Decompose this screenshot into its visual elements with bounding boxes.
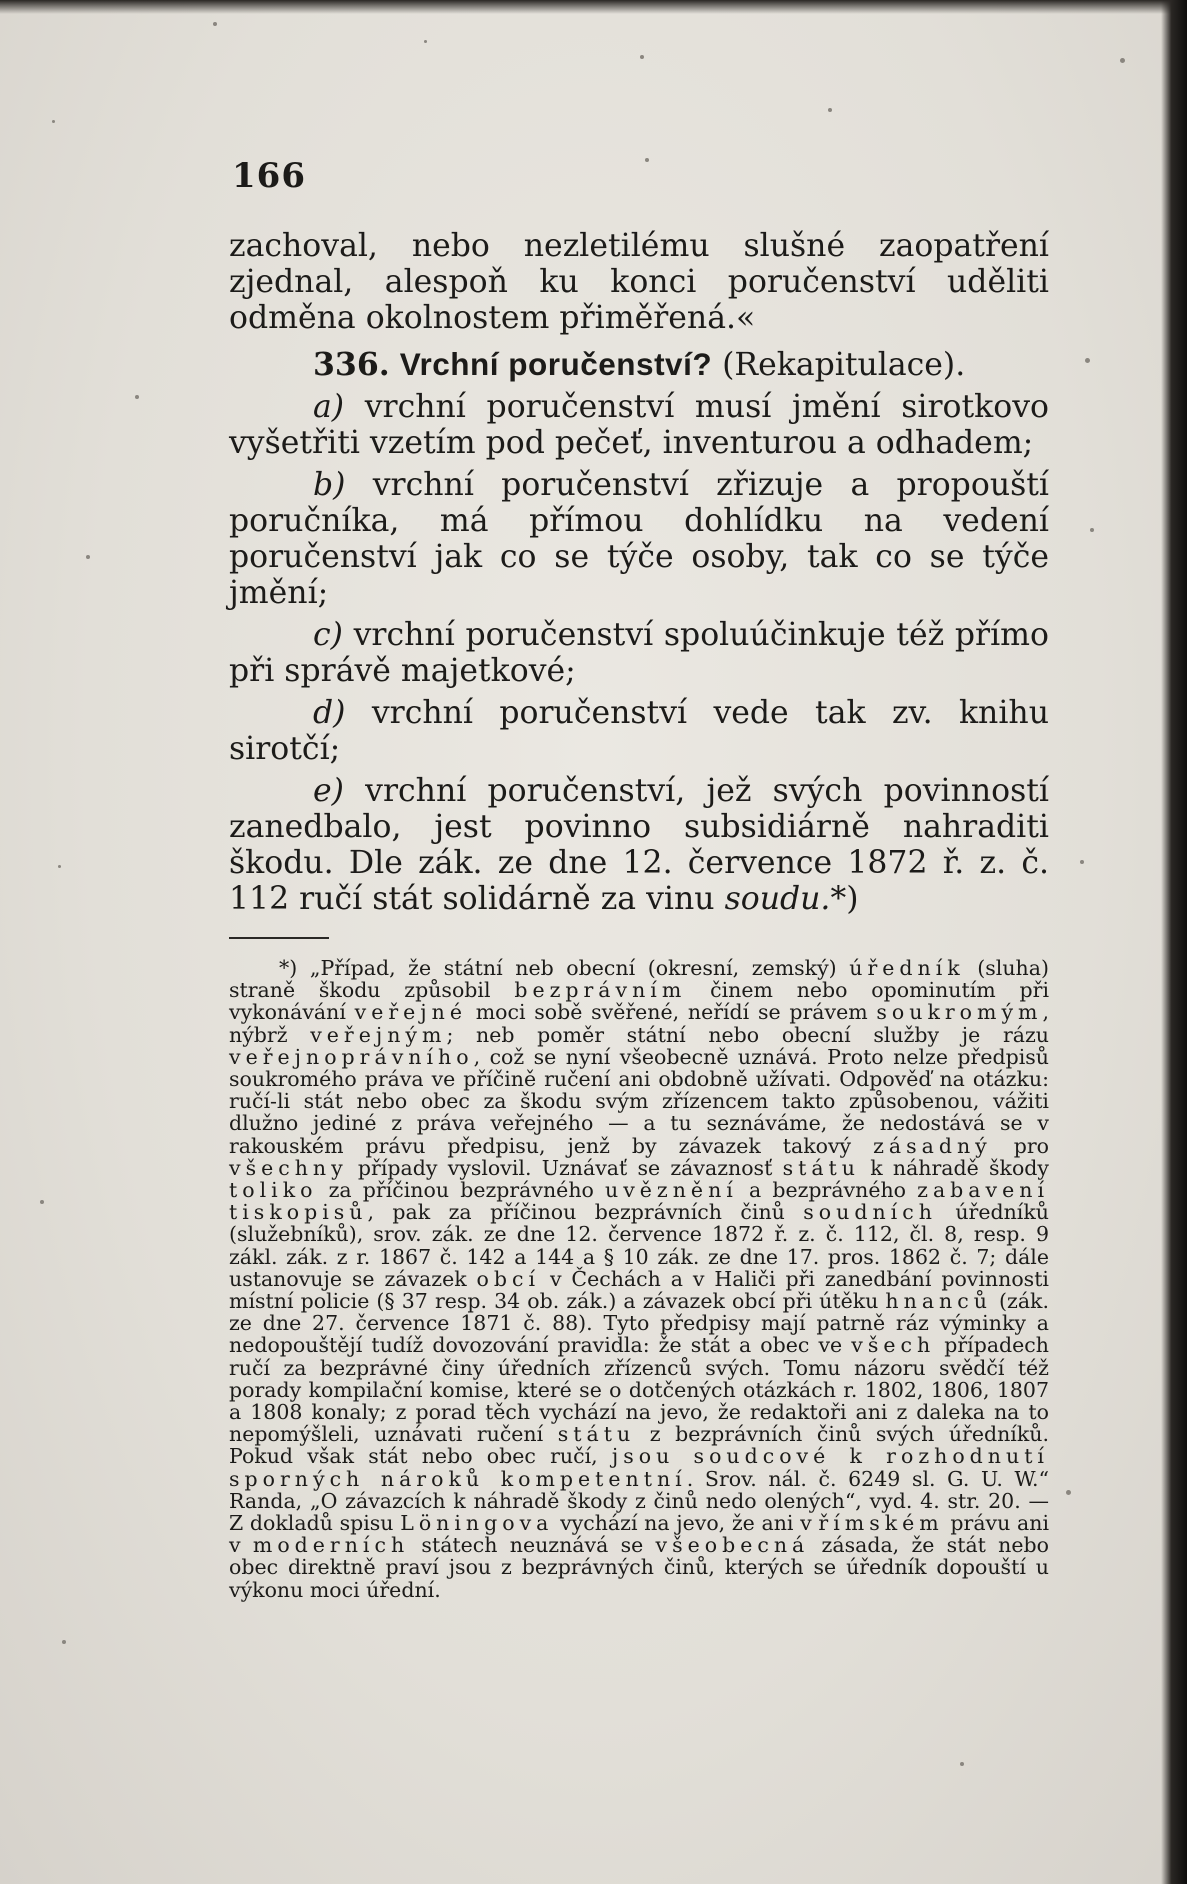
footnote-spaced-emphasis: všechny [229,1155,348,1180]
footnote-spaced-emphasis: soudních [803,1200,937,1225]
footnote-text: „Případ, že státní neb obecní (okresní, zemský) [309,956,850,980]
scan-speck [52,120,55,123]
footnote-spaced-emphasis: veřejnoprávního [229,1044,474,1069]
footnote-spaced-emphasis: zásadný [873,1133,992,1158]
footnote-text: , pak za příčinou bezprávních činů [367,1200,804,1225]
scan-speck [86,555,90,559]
scan-speck [62,1640,66,1644]
scan-speck [640,55,644,59]
footnote-text: případech ručí za bezprávné činy úředních zřízenců svých. Tomu názoru svědčí též porady kompilační komise, které se o dotčených otázkách r. 1802, 1806, 1807 a 1808 konaly; z porad těch vychází na jevo, že redaktoři ani z daleka na to nepomýšleli, uznávati ručení [229,1333,1049,1447]
footnote-spaced-emphasis: římském [818,1511,944,1536]
footnote-spaced-emphasis: jsou soudcové k rozhodnutí sporných nároků kompetentní [229,1444,1049,1491]
footnote-spaced-emphasis: moderních [252,1533,410,1558]
section-title: Vrchní poručenství? [399,346,713,382]
scan-speck [1085,358,1090,363]
item-text: vrchní poručenství zřizuje a propouští poručníka, má přímou dohlídku na vedení poručenství jak co se týče osoby, tak co se týče jmění; [229,467,1049,611]
footnote-spaced-emphasis: úředník [849,956,965,980]
footnote-text: z bezprávních činů svých úředníků. Pokud však stát nebo obec ručí, [229,1422,1050,1469]
footnote-reference: *) [830,881,859,917]
footnote-divider [229,937,329,939]
scan-right-edge [1161,0,1187,1884]
footnote-spaced-emphasis: soukromým [876,1000,1043,1025]
footnote-body [229,956,1049,1602]
scan-speck [1066,1490,1071,1495]
footnote-spaced-emphasis: Löningova [400,1511,554,1536]
footnote-spaced-emphasis: státu [782,1155,860,1180]
item-text: vrchní poručenství musí jmění sirotkovo vyšetřiti vzetím pod pečeť, inventurou a odhadem; [229,389,1049,461]
footnote-mark: *) [279,956,298,980]
scan-speck [58,865,61,868]
scan-top-shadow [0,0,1187,14]
item-text: vrchní poručenství, jež svých povinností zanedbalo, jest povinno subsidiárně nahraditi škodu. Dle zák. ze dne 12. července 1872 ř. z. č. 112 ručí stát solidárně za vinu [229,773,1050,917]
item-paragraph [229,695,1049,767]
scan-speck [1080,860,1084,864]
footnote-spaced-emphasis: všeobecná [655,1533,810,1558]
item-paragraph [229,389,1049,461]
scan-speck [424,40,427,43]
footnote-text: . Srov. nál. č. 6249 sl. G. U. W.“ Randa, „O závazcích k náhradě škody z činů nedo olených“, vyd. 4. str. 20. — Z dokladů spisu [229,1466,1049,1536]
footnote-text: státech neuznává se [409,1533,656,1558]
footnote-spaced-emphasis: zabavení tiskopisů [229,1178,1049,1225]
footnote-text: , což se nyní všeobecně uznává. Proto nelze předpisů soukromého práva ve příčině ručení ani obdobně užívati. Odpověď na otázku: ručí-li stát nebo obec za škodu svým zřízencem takto způsobenou, vážiti dlužno jediné z práva veřejného — a tu seznáváme, že nedostává se v rakouském právu předpisu, jenž by závazek takový [229,1044,1049,1158]
footnote-text: , nýbrž [229,1000,1049,1047]
footnote-text: (sluha) straně škodu způsobil [229,956,1049,1003]
item-text: vrchní poručenství vede tak zv. knihu sirotčí; [229,695,1049,767]
item-letter: d) [313,695,346,731]
section-number: 336. [313,346,390,383]
section-heading [229,346,1049,383]
scan-speck [960,1762,964,1766]
scan-speck [1120,58,1125,63]
section-subtitle: (Rekapitulace). [722,347,966,383]
footnote-spaced-emphasis: veřejným [310,1022,447,1047]
footnote-text: činem nebo opominutím při vykonávání [229,978,1049,1025]
footnote-text: úředníků (služebníků), srov. zák. ze dne 12. července 1872 ř. z. č. 112, čl. 8, resp. 9 zákl. zák. z r. 1867 č. 142 a 144 a § 10 zák. ze dne 17. pros. 1862 č. 7; dále ustanovuje se závazek [229,1200,1049,1291]
page-number: 166 [232,156,306,196]
footnote-text: případy vyslovil. Uznávať se závaznosť [347,1155,783,1180]
footnote-text: zásada, že stát nebo obec direktně praví jsou z bezprávných činů, kterých se úředník dopouští u výkonu moci úřední. [229,1533,1049,1602]
item-letter: a) [313,389,345,425]
item-paragraph [229,617,1049,689]
intro-paragraph: zachoval, nebo nezletilému slušné zaopatření zjednal, alespoň ku konci poručenství uděliti odměna okolnostem přiměřená.« [229,228,1049,336]
footnote [229,957,1049,1601]
scan-speck [213,22,217,26]
footnote-spaced-emphasis: veřejné [354,1000,467,1025]
footnote-spaced-emphasis: státu [557,1422,636,1447]
scan-speck [645,158,649,162]
scan-speck [40,1200,44,1204]
footnote-text: právu ani v [229,1511,1049,1558]
footnote-text: a bezprávného [737,1178,918,1203]
item-letter: c) [313,617,343,653]
footnote-text: ; neb poměr státní nebo obecní služby je rázu [446,1022,1049,1047]
footnote-spaced-emphasis: všech [851,1333,936,1358]
item-text: vrchní poručenství spoluúčinkuje též přímo při správě majetkové; [229,617,1049,689]
footnote-text: za příčinou bezprávného [317,1178,606,1203]
main-text [229,228,1049,1601]
item-letter: e) [313,773,344,809]
item-letter: b) [313,467,346,503]
item-paragraph [229,773,1049,917]
footnote-text: k náhradě škody [859,1155,1049,1180]
footnote-spaced-emphasis: hnanců [885,1289,992,1314]
footnote-spaced-emphasis: uvěznění [605,1178,738,1203]
footnote-text: vychází na jevo, že ani v [553,1511,819,1536]
scan-speck [828,108,832,112]
item-paragraph [229,467,1049,611]
item-italic-tail: soudu. [724,881,831,917]
scan-speck [135,395,139,399]
footnote-text: (zák. ze dne 27. července 1871 č. 88). Tyto předpisy mají patrně ráz výminky a nedopouštějí tudíž dovozování pravidla: že stát a obec ve [229,1289,1049,1358]
footnote-text: pro [991,1133,1050,1158]
footnote-spaced-emphasis: bezprávním [514,978,687,1003]
scan-speck [1090,528,1094,532]
footnote-text: moci sobě svěřené, neřídí se právem [467,1000,877,1025]
footnote-spaced-emphasis: obcí [476,1266,541,1291]
footnote-spaced-emphasis: toliko [229,1178,318,1203]
footnote-text: v Čechách a v Haliči při zanedbání povinnosti místní policie (§ 37 resp. 34 ob. zák.) a závazek obcí při útěku [229,1266,1049,1314]
